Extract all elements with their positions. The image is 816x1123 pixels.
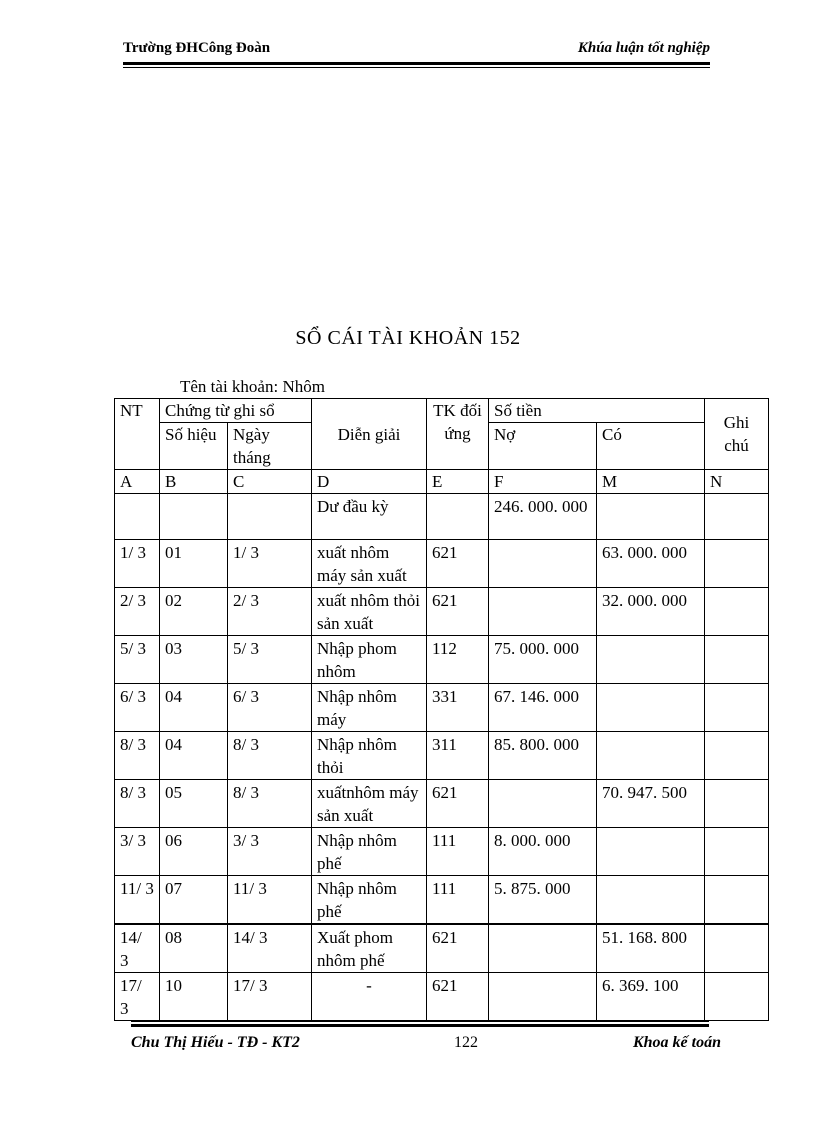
- co-amount-cell: 63. 000. 000: [597, 540, 705, 588]
- table-row: [115, 973, 769, 1021]
- nt-cell: 3/ 3: [115, 828, 160, 876]
- nt-cell: 1/ 3: [115, 540, 160, 588]
- co-amount-cell: [597, 732, 705, 780]
- letter-cell: N: [705, 470, 769, 494]
- header-rule-thick: [123, 62, 710, 65]
- ngay-thang-cell: 2/ 3: [228, 588, 312, 636]
- footer-rule-thin: [131, 1021, 709, 1022]
- ngay-thang-cell: 6/ 3: [228, 684, 312, 732]
- table-row: [115, 636, 769, 684]
- tk-doi-ung-cell: [427, 494, 489, 540]
- no-amount-cell: [489, 588, 597, 636]
- ngay-thang-cell: 8/ 3: [228, 732, 312, 780]
- letter-cell: M: [597, 470, 705, 494]
- nt-cell: 8/ 3: [115, 732, 160, 780]
- dien-giai-cell: xuất nhôm máy sản xuất: [312, 540, 427, 588]
- dien-giai-cell: Dư đầu kỳ: [312, 494, 427, 540]
- letter-cell: B: [160, 470, 228, 494]
- so-hieu-cell: 02: [160, 588, 228, 636]
- no-amount-cell: [489, 780, 597, 828]
- ghi-chu-cell: [705, 876, 769, 925]
- letter-cell: A: [115, 470, 160, 494]
- ghi-chu-cell: [705, 732, 769, 780]
- co-amount-cell: 6. 369. 100: [597, 973, 705, 1021]
- column-letter-row: [115, 470, 769, 494]
- table-row: [115, 828, 769, 876]
- document-type: Khúa luận tốt nghiệp: [577, 40, 710, 56]
- tk-doi-ung-cell: 621: [427, 973, 489, 1021]
- dien-giai-cell: Nhập nhôm máy: [312, 684, 427, 732]
- header-row-1: [115, 399, 769, 423]
- author-name: Chu Thị Hiếu - TĐ - KT2: [131, 1034, 300, 1051]
- page-number: 122: [454, 1034, 478, 1051]
- ghi-chu-cell: [705, 636, 769, 684]
- so-hieu-cell: 05: [160, 780, 228, 828]
- ghi-chu-cell: [705, 780, 769, 828]
- no-amount-cell: 67. 146. 000: [489, 684, 597, 732]
- page-footer: [131, 1034, 721, 1058]
- co-amount-cell: 70. 947. 500: [597, 780, 705, 828]
- co-amount-cell: 51. 168. 800: [597, 924, 705, 973]
- ngay-thang-cell: 14/ 3: [228, 924, 312, 973]
- tk-doi-ung-cell: 311: [427, 732, 489, 780]
- dien-giai-cell: -: [312, 973, 427, 1021]
- tk-doi-ung-cell: 331: [427, 684, 489, 732]
- ngay-thang-cell: 1/ 3: [228, 540, 312, 588]
- col-so-tien-header: Số tiền: [489, 399, 705, 423]
- tk-doi-ung-cell: 621: [427, 588, 489, 636]
- dien-giai-cell: Nhập nhôm phế: [312, 828, 427, 876]
- dien-giai-cell: Nhập nhôm phế: [312, 876, 427, 925]
- nt-cell: 11/ 3: [115, 876, 160, 925]
- account-name: Tên tài khoản: Nhôm: [180, 377, 325, 396]
- col-chung-tu-header: Chứng từ ghi sổ: [160, 399, 312, 423]
- co-amount-cell: [597, 636, 705, 684]
- table-row: [115, 684, 769, 732]
- table-row: [115, 540, 769, 588]
- table-row: [115, 924, 769, 973]
- nt-cell: 14/ 3: [115, 924, 160, 973]
- nt-cell: 2/ 3: [115, 588, 160, 636]
- dien-giai-cell: xuấtnhôm máy sản xuất: [312, 780, 427, 828]
- co-amount-cell: 32. 000. 000: [597, 588, 705, 636]
- header-rule-thin: [123, 67, 710, 68]
- no-amount-cell: 246. 000. 000: [489, 494, 597, 540]
- co-amount-cell: [597, 876, 705, 925]
- so-hieu-cell: 04: [160, 732, 228, 780]
- no-amount-cell: [489, 540, 597, 588]
- table-row: [115, 494, 769, 540]
- so-hieu-cell: 03: [160, 636, 228, 684]
- so-hieu-cell: 01: [160, 540, 228, 588]
- tk-doi-ung-cell: 112: [427, 636, 489, 684]
- no-amount-cell: [489, 924, 597, 973]
- tk-doi-ung-cell: 621: [427, 924, 489, 973]
- ngay-thang-cell: 5/ 3: [228, 636, 312, 684]
- no-amount-cell: 5. 875. 000: [489, 876, 597, 925]
- no-amount-cell: 8. 000. 000: [489, 828, 597, 876]
- no-amount-cell: 75. 000. 000: [489, 636, 597, 684]
- no-amount-cell: [489, 973, 597, 1021]
- ghi-chu-cell: [705, 494, 769, 540]
- nt-cell: 6/ 3: [115, 684, 160, 732]
- so-hieu-cell: 10: [160, 973, 228, 1021]
- col-co-header: Có: [597, 423, 705, 470]
- ngay-thang-cell: 3/ 3: [228, 828, 312, 876]
- page-header: [123, 38, 710, 62]
- table-row: [115, 780, 769, 828]
- ledger-table: [114, 398, 769, 1021]
- so-hieu-cell: 08: [160, 924, 228, 973]
- ngay-thang-cell: 8/ 3: [228, 780, 312, 828]
- table-row: [115, 876, 769, 925]
- ghi-chu-cell: [705, 540, 769, 588]
- so-hieu-cell: 04: [160, 684, 228, 732]
- col-dien-giai-header: Diễn giải: [312, 399, 427, 470]
- ghi-chu-cell: [705, 828, 769, 876]
- faculty-name: Khoa kế toán: [632, 1034, 721, 1051]
- tk-doi-ung-cell: 621: [427, 780, 489, 828]
- tk-doi-ung-cell: 621: [427, 540, 489, 588]
- col-ghi-chu-header: Ghi chú: [705, 399, 769, 470]
- col-ngay-thang-header: Ngày tháng: [228, 423, 312, 470]
- nt-cell: 17/ 3: [115, 973, 160, 1021]
- dien-giai-cell: Xuất phom nhôm phế: [312, 924, 427, 973]
- tk-doi-ung-cell: 111: [427, 876, 489, 925]
- col-so-hieu-header: Số hiệu: [160, 423, 228, 470]
- tk-doi-ung-cell: 111: [427, 828, 489, 876]
- dien-giai-cell: Nhập nhôm thỏi: [312, 732, 427, 780]
- col-tk-header: TK đối ứng: [427, 399, 489, 470]
- ghi-chu-cell: [705, 588, 769, 636]
- letter-cell: F: [489, 470, 597, 494]
- no-amount-cell: 85. 800. 000: [489, 732, 597, 780]
- so-hieu-cell: [160, 494, 228, 540]
- table-row: [115, 588, 769, 636]
- ghi-chu-cell: [705, 924, 769, 973]
- ghi-chu-cell: [705, 684, 769, 732]
- ngay-thang-cell: 11/ 3: [228, 876, 312, 925]
- co-amount-cell: [597, 494, 705, 540]
- ledger-title: SỔ CÁI TÀI KHOẢN 152: [295, 327, 521, 349]
- co-amount-cell: [597, 684, 705, 732]
- dien-giai-cell: xuất nhôm thỏi sản xuất: [312, 588, 427, 636]
- letter-cell: C: [228, 470, 312, 494]
- ghi-chu-cell: [705, 973, 769, 1021]
- so-hieu-cell: 06: [160, 828, 228, 876]
- table-row: [115, 732, 769, 780]
- letter-cell: D: [312, 470, 427, 494]
- letter-cell: E: [427, 470, 489, 494]
- footer-rule-thick: [131, 1024, 709, 1027]
- co-amount-cell: [597, 828, 705, 876]
- ngay-thang-cell: 17/ 3: [228, 973, 312, 1021]
- so-hieu-cell: 07: [160, 876, 228, 925]
- col-nt-header: NT: [115, 399, 160, 470]
- nt-cell: [115, 494, 160, 540]
- col-no-header: Nợ: [489, 423, 597, 470]
- school-name: Trường ĐHCông Đoàn: [123, 40, 271, 56]
- dien-giai-cell: Nhập phom nhôm: [312, 636, 427, 684]
- nt-cell: 5/ 3: [115, 636, 160, 684]
- ngay-thang-cell: [228, 494, 312, 540]
- nt-cell: 8/ 3: [115, 780, 160, 828]
